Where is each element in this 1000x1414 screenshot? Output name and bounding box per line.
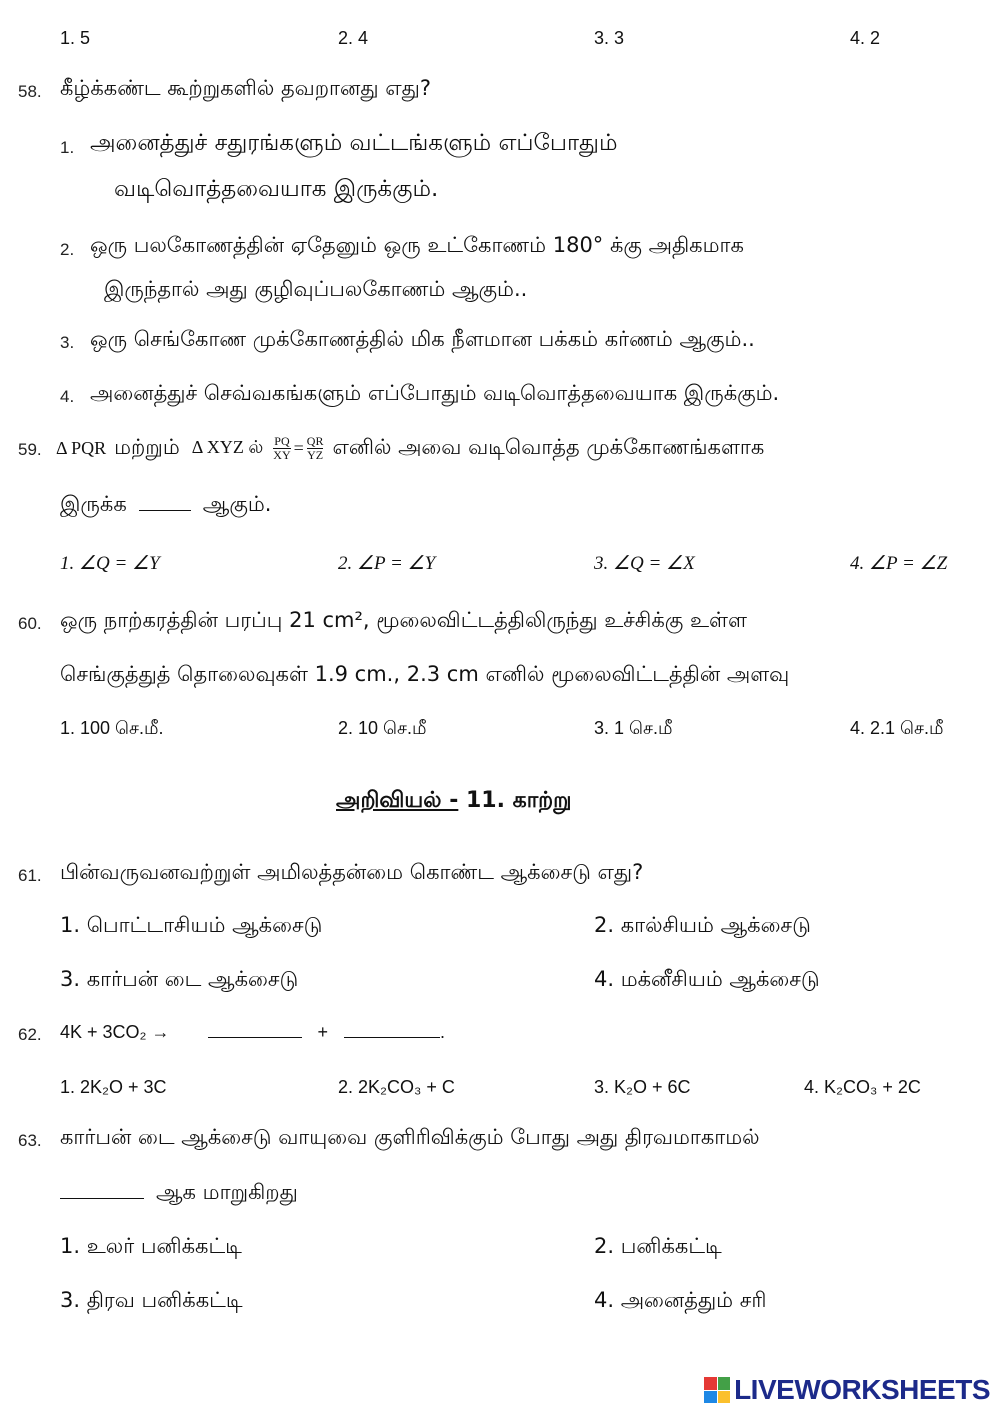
- q59-fraction-qr-yz: [307, 435, 324, 462]
- q58-opt2-line1: ஒரு பலகோணத்தின் ஏதேனும் ஒரு உட்கோணம் 180° க்கு அதிகமாக: [90, 233, 744, 257]
- q62-period: .: [440, 1022, 446, 1042]
- q60-line1: ஒரு நாற்கரத்தின் பரப்பு 21 cm², மூலைவிட்டத்திலிருந்து உச்சிக்கு உள்ள: [60, 608, 747, 632]
- q59-number: 59.: [18, 440, 42, 459]
- q58-opt3-number: 3.: [60, 333, 75, 352]
- q63-option-3: 3. திரவ பனிக்கட்டி: [60, 1288, 243, 1312]
- q58-opt2-line2: இருந்தால் அது குழிவுப்பலகோணம் ஆகும்..: [104, 277, 528, 301]
- q58-opt3-line1: ஒரு செங்கோண முக்கோணத்தில் மிக நீளமான பக்கம் கர்ணம் ஆகும்..: [90, 327, 755, 351]
- q62-option-1: 1. 2K₂O + 3C: [60, 1077, 167, 1097]
- q59-option-2: 2. ∠P = ∠Y: [338, 553, 436, 574]
- q62-option-2: 2. 2K₂CO₃ + C: [338, 1077, 455, 1097]
- q59-and: மற்றும்: [114, 434, 180, 459]
- liveworksheets-logo-icon: [704, 1377, 730, 1403]
- q58-number: 58.: [18, 82, 42, 101]
- q59-fraction-1-top: PQ: [274, 433, 290, 448]
- q61-text: பின்வருவனவற்றுள் அமிலத்தன்மை கொண்ட ஆக்சைடு எது?: [60, 860, 644, 884]
- q59-line2-text-a: இருக்க: [60, 492, 127, 516]
- q58-opt4-number: 4.: [60, 387, 75, 406]
- q58-text: கீழ்க்கண்ட கூற்றுகளில் தவறானது எது?: [60, 76, 432, 100]
- q62-blank-2: [344, 1037, 440, 1038]
- q63-number: 63.: [18, 1131, 42, 1150]
- q60-option-1: 1. 100 செ.மீ.: [60, 718, 164, 738]
- q57-option-3: 3. 3: [594, 28, 625, 48]
- q62-option-3: 3. K₂O + 6C: [594, 1077, 691, 1097]
- q61-number: 61.: [18, 866, 42, 885]
- q62-number: 62.: [18, 1025, 42, 1044]
- q57-option-4: 4. 2: [850, 28, 881, 48]
- q60-option-4: 4. 2.1 செ.மீ: [850, 718, 944, 738]
- q59-equals: =: [293, 437, 304, 458]
- q59-line2: [60, 492, 271, 519]
- q60-line2: செங்குத்துத் தொலைவுகள் 1.9 cm., 2.3 cm எனில் மூலைவிட்டத்தின் அளவு: [60, 662, 790, 686]
- q59-line2-text-b: ஆகும்.: [202, 492, 272, 516]
- q62-blank-1: [208, 1037, 302, 1038]
- q61-option-1: 1. பொட்டாசியம் ஆக்சைடு: [60, 913, 323, 937]
- q63-blank: [60, 1198, 144, 1199]
- q61-option-3: 3. கார்பன் டை ஆக்சைடு: [60, 967, 299, 991]
- q59-triangle-pqr: Δ PQR: [56, 437, 107, 458]
- q59-triangle-xyz: Δ XYZ ல்: [191, 436, 264, 457]
- q59-option-4: 4. ∠P = ∠Z: [850, 553, 948, 574]
- q63-line1: கார்பன் டை ஆக்சைடு வாயுவை குளிரிவிக்கும் போது அது திரவமாகாமல்: [60, 1125, 760, 1149]
- q63-line2-wrap: [60, 1180, 298, 1207]
- liveworksheets-logo-text: LIVEWORKSHEETS: [734, 1374, 990, 1405]
- q58-opt1-number: 1.: [60, 138, 75, 157]
- q59-option-3: 3. ∠Q = ∠X: [594, 553, 695, 574]
- q58-opt2-number: 2.: [60, 240, 75, 259]
- q60-option-2: 2. 10 செ.மீ: [338, 718, 427, 738]
- q59-line1: [56, 430, 764, 466]
- q58-opt1-line2: வடிவொத்தவையாக இருக்கும்.: [114, 176, 439, 202]
- q62-plus: +: [317, 1022, 329, 1042]
- q59-fraction-1-bottom: XY: [273, 447, 291, 462]
- q58-opt1-line1: அனைத்துச் சதுரங்களும் வட்டங்களும் எப்போதும்: [90, 130, 618, 156]
- liveworksheets-logo: [704, 1374, 990, 1406]
- q59-text-rest: எனில் அவை வடிவொத்த முக்கோணங்களாக: [332, 434, 765, 459]
- section-heading-subject: அறிவியல் -: [336, 788, 459, 813]
- q63-option-2: 2. பனிக்கட்டி: [594, 1234, 722, 1258]
- q59-fraction-pq-xy: [273, 435, 290, 462]
- q62-equation: [60, 1022, 445, 1043]
- q57-option-1: 1. 5: [60, 28, 91, 48]
- q61-option-4: 4. மக்னீசியம் ஆக்சைடு: [594, 967, 820, 991]
- q59-fraction-2-bottom: YZ: [307, 447, 324, 462]
- q63-option-1: 1. உலர் பனிக்கட்டி: [60, 1234, 242, 1258]
- q63-line2: ஆக மாறுகிறது: [156, 1180, 298, 1204]
- q61-option-2: 2. கால்சியம் ஆக்சைடு: [594, 913, 811, 937]
- q59-option-1: 1. ∠Q = ∠Y: [60, 553, 160, 574]
- section-heading: [336, 788, 572, 816]
- q57-option-2: 2. 4: [338, 28, 369, 48]
- q60-option-3: 3. 1 செ.மீ: [594, 718, 673, 738]
- q60-number: 60.: [18, 614, 42, 633]
- section-heading-chapter: 11. காற்று: [458, 788, 572, 813]
- q59-blank: [139, 510, 191, 511]
- q63-option-4: 4. அனைத்தும் சரி: [594, 1288, 767, 1312]
- q58-opt4-line1: அனைத்துச் செவ்வகங்களும் எப்போதும் வடிவொத்தவையாக இருக்கும்.: [90, 381, 780, 405]
- q62-reactants: 4K + 3CO₂ →: [60, 1022, 170, 1042]
- q62-option-4: 4. K₂CO₃ + 2C: [804, 1077, 921, 1097]
- q59-fraction-2-top: QR: [306, 433, 324, 448]
